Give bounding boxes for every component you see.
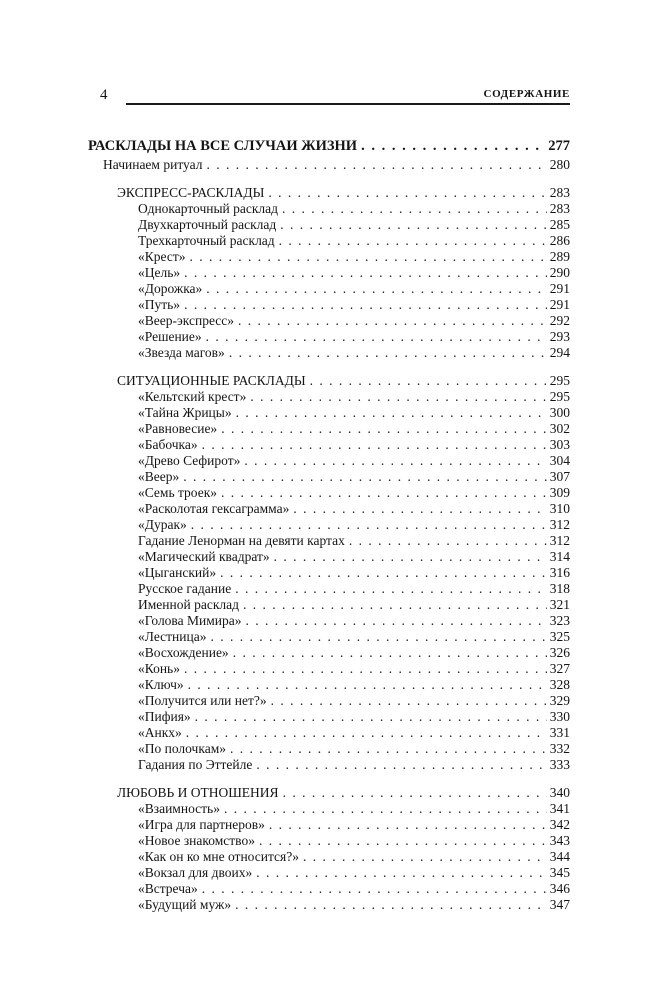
- toc-entry: [138, 533, 570, 549]
- toc-entry: [88, 138, 570, 154]
- toc-entry-label: Начинаем ритуал: [103, 157, 203, 172]
- toc-entry-label: «Как он ко мне относится?»: [138, 849, 299, 864]
- toc-dot-leader: [303, 849, 547, 865]
- toc-entry-label: «Веер-экспресс»: [138, 313, 235, 328]
- toc-entry: [138, 741, 570, 757]
- toc-entry-page: 295: [549, 373, 570, 388]
- toc-entry-page: 290: [549, 265, 570, 280]
- toc-entry-page: 328: [549, 677, 570, 692]
- toc-entry: [138, 405, 570, 421]
- toc-entry: [138, 313, 570, 329]
- toc-entry-page: 307: [549, 469, 570, 484]
- toc-entry: [138, 817, 570, 833]
- toc-dot-leader: [243, 597, 547, 613]
- toc-dot-leader: [361, 138, 545, 154]
- toc-entry-label: «Цель»: [138, 265, 181, 280]
- toc-entry-page: 340: [549, 785, 570, 800]
- toc-entry: [138, 469, 570, 485]
- toc-entry: [138, 281, 570, 297]
- toc-entry-label: Гадания по Эттейле: [138, 757, 253, 772]
- toc-entry-page: 283: [549, 201, 570, 216]
- toc-entry-page: 293: [549, 329, 570, 344]
- toc-entry-label: «Игра для партнеров»: [138, 817, 265, 832]
- toc-entry-label: «Бабочка»: [138, 437, 198, 452]
- toc-entry: [138, 453, 570, 469]
- toc-entry-label: «Цыганский»: [138, 565, 217, 580]
- toc-entry-page: 327: [549, 661, 570, 676]
- toc-entry-page: 291: [549, 281, 570, 296]
- toc-entry-page: 341: [549, 801, 570, 816]
- toc-entry: [138, 709, 570, 725]
- toc-entry-label: «Голова Мимира»: [138, 613, 242, 628]
- page-header: [88, 84, 570, 105]
- toc-dot-leader: [256, 757, 546, 773]
- toc-entry-page: 285: [549, 217, 570, 232]
- toc-dot-leader: [189, 249, 546, 265]
- toc-entry-label: «Новое знакомство»: [138, 833, 255, 848]
- toc-dot-leader: [274, 549, 547, 565]
- toc-dot-leader: [229, 345, 547, 361]
- toc-entry-page: 314: [549, 549, 570, 564]
- toc-entry: [138, 549, 570, 565]
- toc-entry: [138, 329, 570, 345]
- toc-entry-label: СИТУАЦИОННЫЕ РАСКЛАДЫ: [117, 373, 306, 388]
- toc-entry-page: 312: [549, 533, 570, 548]
- toc-dot-leader: [224, 801, 547, 817]
- toc-dot-leader: [188, 677, 547, 693]
- toc-dot-leader: [282, 201, 547, 217]
- toc-dot-leader: [244, 453, 546, 469]
- toc-entry-label: РАСКЛАДЫ НА ВСЕ СЛУЧАИ ЖИЗНИ: [88, 138, 358, 154]
- toc-entry-label: «Магический квадрат»: [138, 549, 270, 564]
- toc-entry-page: 289: [549, 249, 570, 264]
- toc-entry-label: «Взаимность»: [138, 801, 220, 816]
- page-number: 4: [100, 87, 108, 103]
- toc-entry-page: 326: [549, 645, 570, 660]
- toc-dot-leader: [256, 865, 546, 881]
- toc-entry-page: 347: [549, 897, 570, 912]
- toc-dot-leader: [221, 421, 547, 437]
- toc-entry-label: «Расколотая гексаграмма»: [138, 501, 290, 516]
- toc-entry: [138, 501, 570, 517]
- toc-dot-leader: [230, 741, 547, 757]
- toc-entry: [138, 833, 570, 849]
- toc-entry: [138, 437, 570, 453]
- toc-entry-page: 316: [549, 565, 570, 580]
- toc-dot-leader: [184, 661, 547, 677]
- toc-entry: [138, 881, 570, 897]
- toc-entry: [138, 597, 570, 613]
- toc-dot-leader: [202, 881, 547, 897]
- toc-entry: [138, 801, 570, 817]
- toc-entry-page: 294: [549, 345, 570, 360]
- toc-dot-leader: [279, 233, 547, 249]
- toc-dot-leader: [269, 817, 547, 833]
- toc-entry-label: Двухкарточный расклад: [138, 217, 277, 232]
- toc-entry: [138, 249, 570, 265]
- toc-entry: [138, 897, 570, 913]
- toc-entry-page: 346: [549, 881, 570, 896]
- toc-entry: [138, 677, 570, 693]
- toc-entry: [138, 517, 570, 533]
- toc-entry: [138, 265, 570, 281]
- toc-dot-leader: [268, 185, 546, 201]
- toc-entry-label: «Равновесие»: [138, 421, 218, 436]
- toc-entry-label: «Дурак»: [138, 517, 187, 532]
- toc-entry-label: «Лестница»: [138, 629, 207, 644]
- toc-entry: [117, 373, 570, 389]
- toc-entry: [138, 421, 570, 437]
- toc-dot-leader: [184, 265, 547, 281]
- toc-entry-page: 310: [549, 501, 570, 516]
- toc-entry-page: 292: [549, 313, 570, 328]
- toc-entry: [138, 757, 570, 773]
- toc-dot-leader: [310, 373, 547, 389]
- toc-entry-page: 277: [548, 138, 570, 154]
- toc-entry-label: «Кельтский крест»: [138, 389, 247, 404]
- toc-entry-page: 342: [549, 817, 570, 832]
- toc-entry-label: Русское гадание: [138, 581, 232, 596]
- toc-entry-label: «Вокзал для двоих»: [138, 865, 253, 880]
- toc-entry-page: 286: [549, 233, 570, 248]
- toc-entry-page: 291: [549, 297, 570, 312]
- toc-dot-leader: [186, 725, 547, 741]
- toc-entry: [138, 345, 570, 361]
- toc-entry: [138, 297, 570, 313]
- toc-dot-leader: [195, 709, 547, 725]
- toc-entry-label: «По полочкам»: [138, 741, 226, 756]
- toc-entry: [138, 233, 570, 249]
- toc-entry-label: Трехкарточный расклад: [138, 233, 275, 248]
- toc-entry: [138, 849, 570, 865]
- toc-entry: [138, 485, 570, 501]
- toc-entry: [138, 661, 570, 677]
- toc-dot-leader: [236, 405, 547, 421]
- toc-entry: [138, 389, 570, 405]
- toc-entry-label: «Веер»: [138, 469, 180, 484]
- toc-entry-page: 325: [549, 629, 570, 644]
- toc-entry-label: «Путь»: [138, 297, 181, 312]
- toc-dot-leader: [283, 785, 547, 801]
- toc-dot-leader: [245, 613, 546, 629]
- toc-entry: [103, 157, 570, 173]
- toc-entry: [138, 217, 570, 233]
- toc-dot-leader: [210, 629, 546, 645]
- toc-entry-page: 344: [549, 849, 570, 864]
- toc-entry-page: 283: [549, 185, 570, 200]
- toc-entry-label: «Дорожка»: [138, 281, 203, 296]
- toc-entry-page: 330: [549, 709, 570, 724]
- toc-dot-leader: [220, 565, 547, 581]
- toc-entry-page: 345: [549, 865, 570, 880]
- toc-entry-label: «Ключ»: [138, 677, 184, 692]
- toc-dot-leader: [250, 389, 546, 405]
- toc-entry-page: 323: [549, 613, 570, 628]
- toc-entry-label: «Встреча»: [138, 881, 198, 896]
- toc-dot-leader: [280, 217, 547, 233]
- toc-entry-label: «Пифия»: [138, 709, 191, 724]
- toc-entry: [138, 865, 570, 881]
- toc-entry: [138, 725, 570, 741]
- toc-entry-page: 332: [549, 741, 570, 756]
- toc-dot-leader: [235, 897, 547, 913]
- toc-entry: [138, 645, 570, 661]
- toc-dot-leader: [349, 533, 547, 549]
- toc-entry-label: «Древо Сефирот»: [138, 453, 241, 468]
- toc-entry-label: «Конь»: [138, 661, 180, 676]
- table-of-contents: [88, 138, 570, 913]
- toc-entry-page: 295: [549, 389, 570, 404]
- toc-entry-label: «Будущий муж»: [138, 897, 232, 912]
- toc-entry: [117, 785, 570, 801]
- toc-entry-label: ЛЮБОВЬ И ОТНОШЕНИЯ: [117, 785, 279, 800]
- toc-dot-leader: [233, 645, 547, 661]
- toc-entry-label: Именной расклад: [138, 597, 239, 612]
- toc-entry: [138, 201, 570, 217]
- toc-entry: [117, 185, 570, 201]
- toc-entry-page: 300: [549, 405, 570, 420]
- toc-dot-leader: [221, 485, 547, 501]
- toc-entry: [138, 581, 570, 597]
- toc-entry-page: 321: [549, 597, 570, 612]
- toc-entry-page: 343: [549, 833, 570, 848]
- toc-entry-page: 318: [549, 581, 570, 596]
- toc-dot-leader: [206, 281, 546, 297]
- toc-entry-page: 331: [549, 725, 570, 740]
- toc-entry: [138, 693, 570, 709]
- toc-dot-leader: [293, 501, 546, 517]
- toc-entry: [138, 613, 570, 629]
- toc-entry-label: ЭКСПРЕСС-РАСКЛАДЫ: [117, 185, 265, 200]
- toc-entry-label: Гадание Ленорман на девяти картах: [138, 533, 345, 548]
- toc-entry-label: «Получится или нет?»: [138, 693, 267, 708]
- toc-entry-label: «Восхождение»: [138, 645, 229, 660]
- toc-entry-page: 304: [549, 453, 570, 468]
- toc-entry-page: 309: [549, 485, 570, 500]
- toc-entry-page: 302: [549, 421, 570, 436]
- toc-dot-leader: [206, 329, 547, 345]
- toc-entry-label: «Решение»: [138, 329, 202, 344]
- toc-dot-leader: [271, 693, 547, 709]
- toc-dot-leader: [191, 517, 547, 533]
- toc-dot-leader: [202, 437, 547, 453]
- toc-dot-leader: [235, 581, 547, 597]
- toc-entry-label: «Анкх»: [138, 725, 182, 740]
- toc-entry: [138, 629, 570, 645]
- toc-entry-page: 312: [549, 517, 570, 532]
- toc-dot-leader: [259, 833, 547, 849]
- toc-dot-leader: [184, 297, 547, 313]
- toc-dot-leader: [206, 157, 546, 173]
- toc-entry: [138, 565, 570, 581]
- toc-entry-label: «Крест»: [138, 249, 186, 264]
- toc-entry-label: Однокарточный расклад: [138, 201, 279, 216]
- toc-dot-leader: [238, 313, 547, 329]
- header-rule: [126, 84, 571, 105]
- toc-entry-page: 303: [549, 437, 570, 452]
- toc-entry-page: 329: [549, 693, 570, 708]
- toc-entry-label: «Тайна Жрицы»: [138, 405, 232, 420]
- toc-dot-leader: [183, 469, 547, 485]
- running-title: СОДЕРЖАНИЕ: [483, 88, 570, 100]
- toc-entry-label: «Семь троек»: [138, 485, 218, 500]
- toc-entry-label: «Звезда магов»: [138, 345, 225, 360]
- toc-entry-page: 280: [549, 157, 570, 172]
- toc-entry-page: 333: [549, 757, 570, 772]
